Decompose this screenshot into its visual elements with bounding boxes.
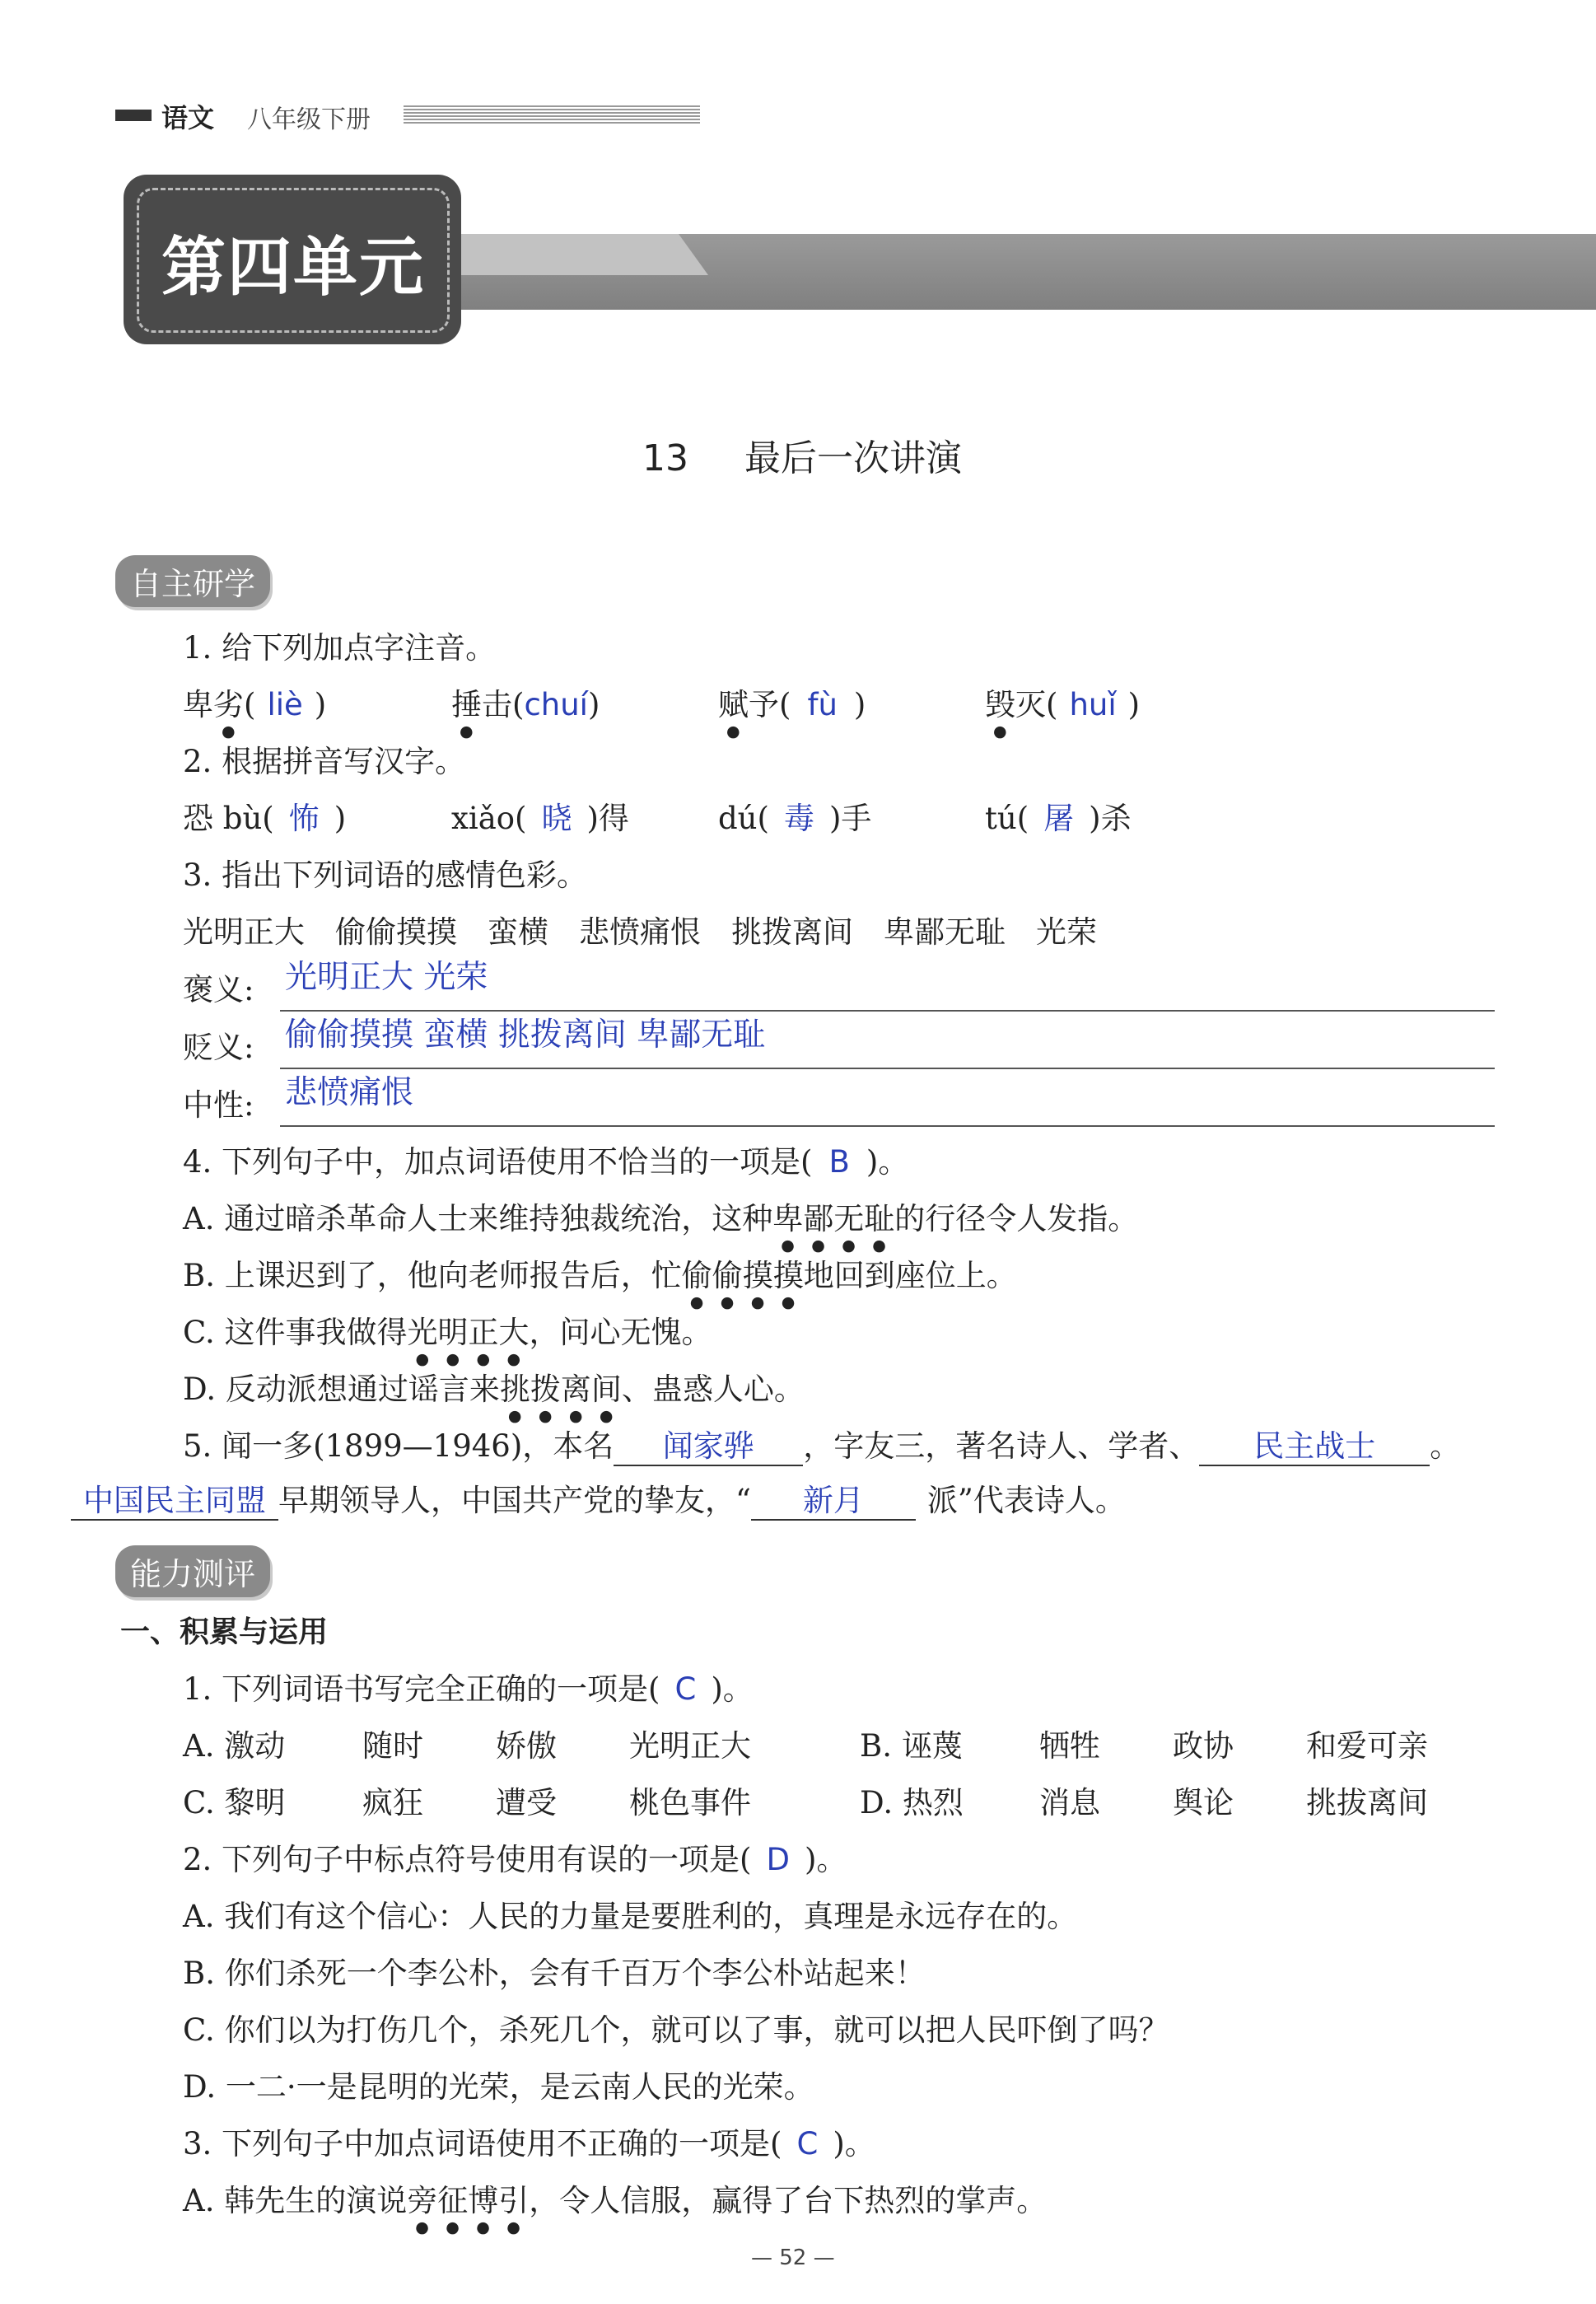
q1-item-2: 捶击(chuí) (451, 687, 600, 722)
q2-item-2: xiǎo( 晓 )得 (451, 801, 629, 836)
unit-banner-light (461, 234, 708, 275)
c2-option-b: B. 你们杀死一个李公朴，会有千百万个李公朴站起来！ (183, 1956, 926, 1991)
q1-prompt: 1. 给下列加点字注音。 (183, 630, 497, 666)
c2-option-a: A. 我们有这个信心：人民的力量是要胜利的，真理是永远存在的。 (183, 1899, 1078, 1934)
q3-rule-positive (280, 1010, 1495, 1012)
c1-row-c-4: 桃色事件 (629, 1785, 751, 1820)
q3-rule-neutral (280, 1125, 1495, 1127)
q1-answer-1: liè (267, 687, 303, 722)
q5-answer-1: 闻家骅 (614, 1428, 803, 1466)
c3-option-a: A. 韩先生的演说旁征博引，令人信服，赢得了台下热烈的掌声。 (183, 2183, 1048, 2218)
q1-answer-2: chuí (524, 687, 588, 722)
q5-answer-3: 中国民主同盟 (71, 1483, 278, 1521)
page-number: — 52 — (751, 2246, 835, 2270)
q4-answer: B (828, 1144, 850, 1180)
c1-row-a-8: 和爱可亲 (1306, 1728, 1428, 1764)
header-subject: 语文 (161, 102, 215, 133)
q5-answer-2: 民主战士 (1199, 1428, 1430, 1466)
q4-option-b: B. 上课迟到了，他向老师报告后，忙偷偷摸摸地回到座位上。 (183, 1258, 1017, 1293)
c1-row-c-5: D. 热烈 (860, 1785, 964, 1820)
c1-row-c-7: 舆论 (1173, 1785, 1234, 1820)
section-tag-self-study: 自主研学 (115, 555, 270, 607)
c1-row-a-4: 光明正大 (629, 1728, 751, 1764)
q5-line-1: 5. 闻一多(1899—1946)，本名 闻家骅 ，字友三，著名诗人、学者、 民主战士 。 (183, 1428, 1460, 1466)
part-1-heading: 一、积累与运用 (120, 1615, 329, 1649)
section-tag-assessment: 能力测评 (115, 1545, 270, 1597)
q3-label-neutral: 中性: (183, 1087, 254, 1123)
header-bar-icon (115, 110, 152, 121)
q5-line-2: 中国民主同盟 早期领导人，中国共产党的挚友，“ 新月 派”代表诗人。 (71, 1483, 1126, 1521)
unit-title: 第四单元 (161, 231, 426, 305)
c3-prompt: 3. 下列句子中加点词语使用不正确的一项是( C )。 (183, 2126, 875, 2161)
c1-row-c-3: 遭受 (496, 1785, 557, 1820)
c1-prompt: 1. 下列词语书写完全正确的一项是( C )。 (183, 1671, 754, 1707)
c1-row-a-5: B. 诬蔑 (860, 1728, 963, 1764)
q4-option-a: A. 通过暗杀革命人士来维持独裁统治，这种卑鄙无耻的行径令人发指。 (183, 1201, 1139, 1236)
lesson-title (642, 428, 962, 481)
q3-answer-positive: 光明正大 光荣 (285, 959, 488, 996)
c1-row-c-8: 挑拔离间 (1306, 1785, 1428, 1820)
q3-rule-negative (280, 1068, 1495, 1069)
header-stripe (404, 105, 700, 124)
q2-item-3: dú( 毒 )手 (718, 801, 872, 836)
c1-row-a-1: A. 激动 (183, 1728, 286, 1764)
q4-option-d: D. 反动派想通过谣言来挑拨离间、蛊惑人心。 (183, 1372, 805, 1407)
q3-answer-negative: 偷偷摸摸 蛮横 挑拨离间 卑鄙无耻 (285, 1016, 766, 1054)
c1-row-a-6: 牺牲 (1039, 1728, 1100, 1764)
q4-option-c: C. 这件事我做得光明正大，问心无愧。 (183, 1315, 712, 1350)
q3-words: 光明正大 偷偷摸摸 蛮横 悲愤痛恨 挑拨离间 卑鄙无耻 光荣 (183, 914, 1097, 950)
lesson-number: 13 (642, 437, 688, 479)
q4-prompt: 4. 下列句子中，加点词语使用不恰当的一项是( B )。 (183, 1144, 909, 1180)
q2-prompt: 2. 根据拼音写汉字。 (183, 744, 466, 779)
header-grade: 八年级下册 (247, 105, 371, 134)
c1-row-c-6: 消息 (1039, 1785, 1100, 1820)
q3-label-positive: 褒义: (183, 972, 254, 1007)
q3-prompt: 3. 指出下列词语的感情色彩。 (183, 858, 588, 893)
c1-answer: C (674, 1671, 697, 1707)
c1-row-a-7: 政协 (1173, 1728, 1234, 1764)
c2-prompt: 2. 下列句子中标点符号使用有误的一项是( D )。 (183, 1842, 847, 1877)
c3-answer: C (796, 2126, 819, 2161)
c2-answer: D (766, 1842, 790, 1877)
q3-label-negative: 贬义: (183, 1030, 254, 1065)
q5-answer-4: 新月 (751, 1483, 916, 1521)
q1-item-4: 毁灭( huǐ ) (985, 687, 1141, 722)
q1-item-1: 卑劣( liè ) (183, 687, 327, 722)
c1-row-c-2: 疯狂 (362, 1785, 423, 1820)
lesson-name: 最后一次讲演 (744, 437, 962, 479)
q2-item-4: tú( 屠 )杀 (985, 801, 1132, 836)
c2-option-d: D. 一二·一是昆明的光荣，是云南人民的光荣。 (183, 2069, 814, 2105)
q2-item-1: 恐 bù( 怖 ) (183, 801, 347, 836)
c1-row-c-1: C. 黎明 (183, 1785, 286, 1820)
c1-row-a-3: 娇傲 (496, 1728, 557, 1764)
c2-option-c: C. 你们以为打伤几个，杀死几个，就可以了事，就可以把人民吓倒了吗？ (183, 2012, 1169, 2048)
q1-answer-3: fù (807, 687, 838, 722)
q1-answer-4: huǐ (1069, 687, 1117, 722)
q3-answer-neutral: 悲愤痛恨 (285, 1074, 414, 1111)
c1-row-a-2: 随时 (362, 1728, 423, 1764)
q1-item-3: 赋予( fù ) (718, 687, 866, 722)
